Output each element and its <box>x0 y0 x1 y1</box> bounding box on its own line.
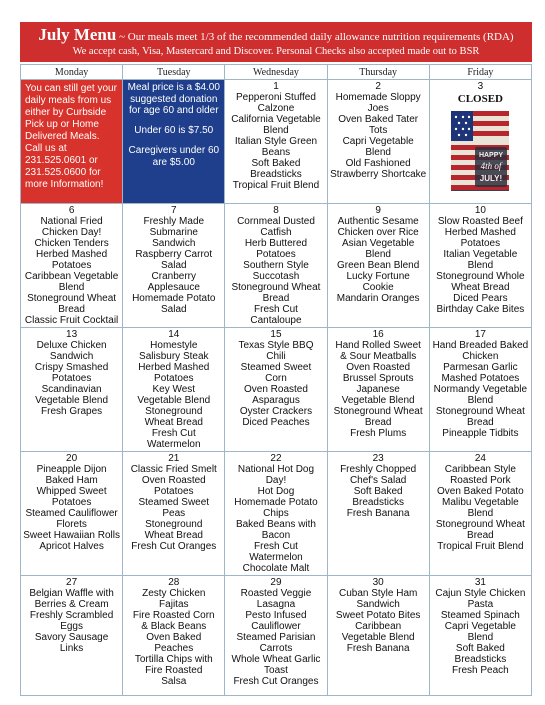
menu-item: Fire Roasted <box>145 665 203 676</box>
day-number: 29 <box>270 577 282 588</box>
menu-item: Steamed Parisian <box>236 632 316 643</box>
menu-item: Asian Vegetable <box>342 238 415 249</box>
menu-item: Potatoes <box>154 373 194 384</box>
day-header-friday: Friday <box>429 65 531 80</box>
menu-item: Stoneground <box>145 406 203 417</box>
menu-item: Pineapple Dijon <box>36 464 107 475</box>
menu-item: Stoneground Wheat <box>435 406 525 417</box>
menu-item: Scandinavian <box>41 384 102 395</box>
menu-day-15 <box>225 328 327 452</box>
menu-day-28 <box>123 576 225 696</box>
menu-item: Cajun Style Chicken <box>435 588 526 599</box>
menu-item: Cauliflower <box>251 621 301 632</box>
menu-item: Baked Ham <box>45 475 98 486</box>
svg-text:4th of: 4th of <box>480 161 502 171</box>
menu-item: Vegetable Blend <box>341 395 415 406</box>
menu-item: Oven Roasted <box>244 384 308 395</box>
menu-item: Slow Roasted Beef <box>437 216 523 227</box>
menu-item: Homemade Potato <box>234 497 318 508</box>
menu-item: Blend <box>467 395 494 406</box>
day-number: 15 <box>270 329 282 340</box>
menu-item: Blend <box>467 508 494 519</box>
menu-item: Old Fashioned <box>345 158 411 169</box>
menu-item: Oyster Crackers <box>239 406 313 417</box>
menu-item: Herb Buttered <box>244 238 308 249</box>
menu-item: Roasted Pork <box>450 475 511 486</box>
menu-item: Sandwich <box>49 351 94 362</box>
closed-label: CLOSED <box>457 93 503 105</box>
monday-info-box <box>21 80 123 204</box>
menu-item: Blend <box>263 125 289 136</box>
menu-item: Hand Rolled Sweet <box>335 340 421 351</box>
day-number: 7 <box>171 205 177 216</box>
menu-item: Tots <box>368 125 388 136</box>
menu-item: Mashed Potatoes <box>441 373 520 384</box>
menu-item: Stoneground Wheat <box>435 519 525 530</box>
menu-day-16 <box>327 328 429 452</box>
day-header-thursday: Thursday <box>327 65 429 80</box>
menu-item: Salad <box>160 304 187 315</box>
menu-item: Sweet Potato Bites <box>335 610 421 621</box>
menu-item: Caribbean Style <box>444 464 516 475</box>
menu-item: Stoneground Wheat <box>27 293 117 304</box>
menu-day-10 <box>429 204 531 328</box>
menu-item: Capri Vegetable Blend <box>444 621 516 643</box>
menu-item: Classic Fried Smelt <box>130 464 217 475</box>
menu-item: Joes <box>367 103 389 114</box>
menu-day-1 <box>225 80 327 204</box>
menu-title: July Menu <box>38 25 117 44</box>
header-banner <box>20 22 532 62</box>
menu-item: Caribbean <box>355 621 402 632</box>
menu-item: Oven Baked Tater <box>338 114 419 125</box>
menu-item: Stoneground Whole <box>436 271 525 282</box>
menu-item: Cuban Style Ham <box>338 588 418 599</box>
menu-item: Homestyle <box>150 340 198 351</box>
menu-item: Hand Breaded Baked <box>432 340 529 351</box>
menu-item: Herbed Mashed <box>138 362 210 373</box>
menu-item: Cookie <box>362 282 394 293</box>
menu-item: Peaches <box>154 643 194 654</box>
menu-item: & Black Beans <box>141 621 207 632</box>
menu-item: Diced Peaches <box>242 417 310 428</box>
menu-item: Zesty Chicken <box>142 588 206 599</box>
menu-item: Oven Roasted <box>346 362 411 373</box>
menu-item: Sandwich <box>356 599 400 610</box>
menu-item: Capri Vegetable <box>342 136 414 147</box>
menu-item: Blend <box>365 249 391 260</box>
day-header-monday: Monday <box>21 65 123 80</box>
menu-item: Hot Dog <box>257 486 295 497</box>
menu-item: Belgian Waffle with <box>29 588 114 599</box>
menu-item: Chicken <box>462 351 499 362</box>
menu-item: Parmesan Garlic <box>443 362 518 373</box>
menu-item: Diced Pears <box>453 293 508 304</box>
menu-item: Pasta <box>467 599 494 610</box>
menu-item: Chef's Salad <box>349 475 407 486</box>
menu-item: Toast <box>264 665 288 676</box>
menu-item: Fresh Cut Oranges <box>131 541 217 552</box>
menu-day-21 <box>123 452 225 576</box>
tuesday-price-box <box>123 80 225 204</box>
payment-note: We accept cash, Visa, Mastercard and Discover. Personal Checks also accepted made out to BSR <box>72 46 480 57</box>
day-header-wednesday: Wednesday <box>225 65 327 80</box>
menu-item: Succotash <box>252 271 300 282</box>
menu-item: Fresh Grapes <box>41 406 103 417</box>
svg-text:JULY!: JULY! <box>480 174 503 183</box>
menu-item: Roasted Veggie <box>240 588 312 599</box>
day-number: 27 <box>66 577 78 588</box>
menu-item: Blend <box>58 282 85 293</box>
menu-item: Fresh Cut <box>254 304 298 315</box>
menu-item: Tortilla Chips with <box>134 654 213 665</box>
menu-item: Birthday Cake Bites <box>436 304 525 315</box>
day-number: 14 <box>168 329 180 340</box>
menu-item: Catfish <box>260 227 292 238</box>
menu-item: Asparagus <box>252 395 300 406</box>
menu-item: Steamed Sweet <box>138 497 210 508</box>
menu-item: Applesauce <box>147 282 200 293</box>
menu-item: Watermelon <box>147 439 201 450</box>
day-number: 8 <box>273 205 279 216</box>
menu-item: Malibu Vegetable <box>442 497 519 508</box>
svg-text:HAPPY: HAPPY <box>479 152 504 159</box>
menu-item: Bread <box>467 530 494 541</box>
calendar-table <box>20 64 532 696</box>
menu-item: Chicken Day! <box>41 227 102 238</box>
menu-item: Soft Baked <box>455 643 505 654</box>
menu-item: Wheat Bread <box>144 530 203 541</box>
menu-item: Oven Baked <box>146 632 202 643</box>
menu-item: Whole Wheat Garlic <box>231 654 321 665</box>
menu-item: Bread <box>364 417 392 428</box>
menu-item: Cranberry <box>151 271 197 282</box>
menu-item: Freshly Chopped <box>340 464 417 475</box>
menu-item: Berries & Cream <box>34 599 109 610</box>
day-header-tuesday: Tuesday <box>123 65 225 80</box>
menu-item: Herbed Mashed <box>36 249 108 260</box>
menu-item: Texas Style BBQ <box>238 340 314 351</box>
menu-item: Caribbean Vegetable <box>24 271 119 282</box>
menu-item: California Vegetable <box>231 114 321 125</box>
menu-day-31 <box>429 576 531 696</box>
menu-item: Florets <box>56 519 87 530</box>
menu-item: Wheat Bread <box>451 282 510 293</box>
menu-item: Mandarin Oranges <box>336 293 420 304</box>
menu-item: Oven Baked Potato <box>437 486 524 497</box>
menu-item: Pepperoni Stuffed <box>236 92 316 103</box>
menu-item: & Sour Meatballs <box>340 351 417 362</box>
menu-item: Breadsticks <box>352 497 404 508</box>
menu-item: Potatoes <box>460 238 501 249</box>
menu-item: Oven Roasted <box>141 475 206 486</box>
menu-item: Steamed Spinach <box>440 610 520 621</box>
menu-day-8 <box>225 204 327 328</box>
menu-item: Breadsticks <box>454 654 507 665</box>
day-number: 20 <box>66 453 78 464</box>
menu-item: Salsa <box>161 676 187 687</box>
menu-item: Normandy Vegetable <box>433 384 528 395</box>
menu-item: Soft Baked <box>251 158 301 169</box>
menu-item: Cantaloupe <box>250 315 302 326</box>
menu-item: National Hot Dog Day! <box>237 464 315 486</box>
menu-item: Steamed Sweet <box>240 362 312 373</box>
menu-item: Chips <box>263 508 289 519</box>
menu-item: Baked Beans with <box>235 519 316 530</box>
price-info-3: Caregivers under 60 are $5.00 <box>128 145 220 168</box>
day-number: 28 <box>168 577 180 588</box>
menu-item: Potatoes <box>154 486 194 497</box>
menu-item: Freshly Scrambled <box>29 610 114 621</box>
menu-item: Fresh Banana <box>346 643 410 654</box>
day-number: 10 <box>474 205 486 216</box>
menu-day-24 <box>429 452 531 576</box>
menu-day-6 <box>21 204 123 328</box>
menu-item: Italian Vegetable Blend <box>443 249 518 271</box>
price-info-2: Under 60 is $7.50 <box>134 124 214 136</box>
menu-item: Chicken over Rice <box>337 227 419 238</box>
menu-item: Japanese <box>356 384 400 395</box>
menu-item: Green Bean Blend <box>337 260 420 271</box>
menu-item: Raspberry Carrot <box>135 249 213 260</box>
menu-item: Blend <box>365 147 391 158</box>
price-info-1: Meal price is a $4.00 suggested donation for age 60 and older <box>127 82 220 116</box>
menu-item: Wheat Bread <box>144 417 203 428</box>
menu-item: Bacon <box>261 530 291 541</box>
menu-item: Fresh Peach <box>452 665 509 676</box>
menu-day-30 <box>327 576 429 696</box>
menu-item: Homemade Sloppy <box>335 92 421 103</box>
menu-item: Tropical Fruit Blend <box>232 180 320 191</box>
menu-item: Italian Style Green <box>234 136 318 147</box>
menu-item: Brussel Sprouts <box>342 373 414 384</box>
menu-item: Apricot Halves <box>39 541 104 552</box>
menu-day-27 <box>21 576 123 696</box>
menu-item: Classic Fruit Cocktail <box>24 315 119 326</box>
menu-item: Authentic Sesame <box>337 216 419 227</box>
menu-item: Stoneground <box>145 519 203 530</box>
menu-day-2 <box>327 80 429 204</box>
fourth-of-july-image <box>451 111 509 191</box>
menu-item: Sweet Hawaiian Rolls <box>23 530 120 541</box>
menu-item: Salisbury Steak <box>139 351 209 362</box>
menu-item: Herbed Mashed <box>444 227 516 238</box>
menu-item: Potatoes <box>256 249 296 260</box>
day-number: 17 <box>474 329 486 340</box>
menu-item: Potatoes <box>51 497 92 508</box>
menu-item: Calzone <box>257 103 295 114</box>
menu-item: Savory Sausage <box>34 632 109 643</box>
menu-item: Fresh Cut <box>151 428 196 439</box>
menu-day-3 <box>429 80 531 204</box>
menu-item: Vegetable Blend <box>137 395 211 406</box>
menu-item: Watermelon <box>249 552 303 563</box>
menu-item: Breadsticks <box>250 169 302 180</box>
menu-item: Chili <box>266 351 286 362</box>
menu-item: Stoneground Wheat <box>231 282 321 293</box>
menu-day-22 <box>225 452 327 576</box>
menu-item: Whipped Sweet <box>36 486 107 497</box>
menu-item: Freshly Made <box>143 216 205 227</box>
menu-item: Key West <box>152 384 196 395</box>
menu-item: Vegetable Blend <box>341 632 415 643</box>
menu-day-13 <box>21 328 123 452</box>
menu-item: Salad <box>160 260 187 271</box>
day-number: 9 <box>375 205 381 216</box>
menu-item: Strawberry Shortcake <box>330 169 427 180</box>
menu-item: Chocolate Malt <box>242 563 310 574</box>
day-number: 31 <box>474 577 486 588</box>
menu-item: Bread <box>262 293 290 304</box>
service-info-text: You can still get your daily meals from us either by Curbside Pick up or Home Delivered Meals. Call us at 231.525.0601 or 231.525.0600 for more Information! <box>25 83 117 190</box>
day-number: 21 <box>168 453 180 464</box>
menu-item: Cornmeal Dusted <box>237 216 315 227</box>
menu-item: Southern Style <box>243 260 309 271</box>
menu-day-29 <box>225 576 327 696</box>
menu-item: Fresh Cut Oranges <box>233 676 319 687</box>
menu-day-9 <box>327 204 429 328</box>
menu-item: Eggs <box>60 621 83 632</box>
menu-item: Bread <box>467 417 494 428</box>
menu-item: Chicken Tenders <box>34 238 109 249</box>
menu-item: Corn <box>265 373 287 384</box>
menu-item: Stoneground Wheat <box>333 406 423 417</box>
menu-item: Bread <box>58 304 85 315</box>
menu-item: Tropical Fruit Blend <box>437 541 524 552</box>
menu-item: Fire Roasted Corn <box>132 610 215 621</box>
menu-item: Pineapple Tidbits <box>442 428 519 439</box>
day-number: 22 <box>270 453 282 464</box>
menu-item: Sandwich <box>152 238 196 249</box>
day-number: 13 <box>66 329 78 340</box>
day-number: 2 <box>375 81 381 92</box>
menu-item: Fresh Cut <box>254 541 298 552</box>
menu-item: Crispy Smashed <box>34 362 109 373</box>
menu-item: Fresh Banana <box>346 508 410 519</box>
menu-item: Carrots <box>259 643 293 654</box>
day-number: 1 <box>273 81 279 92</box>
day-number: 24 <box>474 453 486 464</box>
menu-day-17 <box>429 328 531 452</box>
menu-day-14 <box>123 328 225 452</box>
day-number: 23 <box>372 453 384 464</box>
menu-item: Lucky Fortune <box>346 271 410 282</box>
day-number: 16 <box>372 329 384 340</box>
menu-item: Beans <box>261 147 291 158</box>
menu-item: Fresh Plums <box>350 428 407 439</box>
menu-item: Potatoes <box>51 373 92 384</box>
menu-item: Lasagna <box>256 599 296 610</box>
menu-item: Homemade Potato <box>132 293 216 304</box>
menu-day-7 <box>123 204 225 328</box>
menu-item: Links <box>59 643 84 654</box>
menu-day-23 <box>327 452 429 576</box>
menu-item: National Fried <box>40 216 103 227</box>
menu-item: Submarine <box>149 227 198 238</box>
menu-item: Soft Baked <box>353 486 403 497</box>
menu-item: Deluxe Chicken <box>36 340 107 351</box>
day-number: 6 <box>68 205 75 216</box>
menu-item: Steamed Cauliflower <box>25 508 118 519</box>
menu-item: Peas <box>162 508 186 519</box>
day-number: 3 <box>477 81 484 92</box>
day-number: 30 <box>372 577 384 588</box>
menu-item: Potatoes <box>51 260 92 271</box>
menu-item: Vegetable Blend <box>35 395 109 406</box>
menu-item: Pesto Infused <box>245 610 307 621</box>
menu-item: Fajitas <box>159 599 189 610</box>
menu-subtitle: ~ Our meals meet 1/3 of the recommended daily allowance nutrition requirements (RDA) <box>116 31 514 43</box>
menu-day-20 <box>21 452 123 576</box>
